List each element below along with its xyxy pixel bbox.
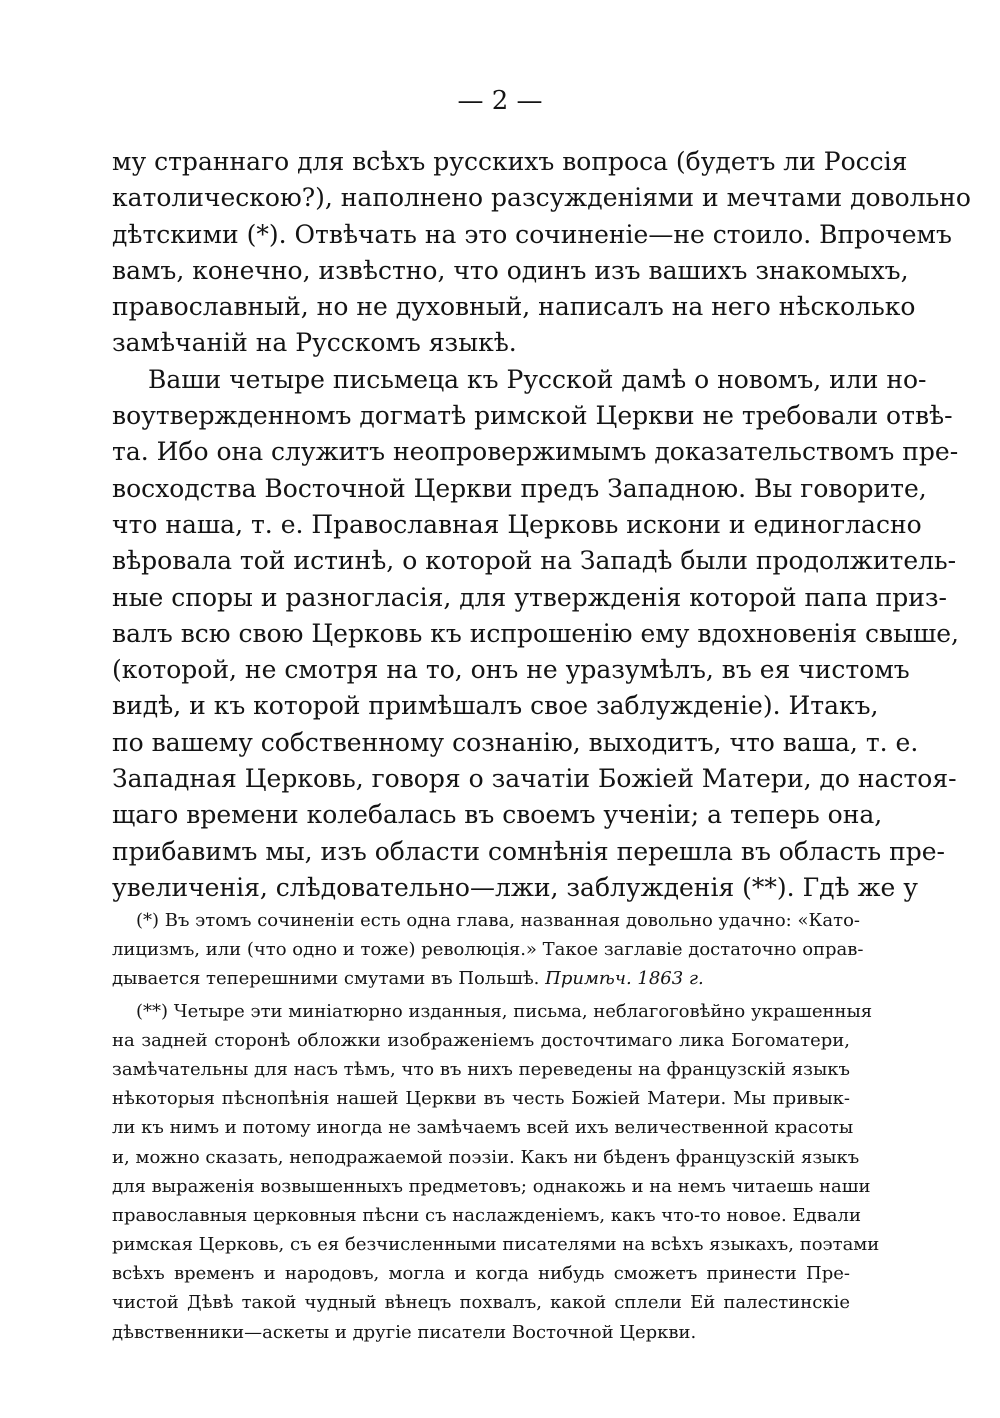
footnote-remark: Примѣч. 1863 г.	[545, 968, 704, 990]
text-line: увеличенія, слѣдовательно—лжи, заблужденія (**). Гдѣ же у	[112, 872, 918, 902]
footnote-line	[112, 964, 850, 993]
footnote-1	[112, 906, 864, 994]
footnote-line: ли къ нимъ и потому иногда не замѣчаемъ всей ихъ величественной красоты	[112, 1117, 854, 1139]
text-line: Ваши четыре письмеца къ Русской дамѣ о новомъ, или но-	[148, 364, 927, 394]
footnote-line: чистой Дѣвѣ такой чудный вѣнецъ похвалъ, какой сплели Ей палестинскіе	[112, 1292, 850, 1314]
text-line: Западная Церковь, говоря о зачатіи Божіей Матери, до настоя-	[112, 764, 957, 794]
text-line: (которой, не смотря на то, онъ не уразумѣлъ, въ ея чистомъ	[112, 655, 910, 685]
text-line: вѣровала той истинѣ, о которой на Западѣ были продолжитель-	[112, 546, 957, 576]
footnote-line: римская Церковь, съ ея безчисленными писателями на всѣхъ языкахъ, поэтами	[112, 1234, 880, 1256]
footnote-2	[112, 997, 880, 1347]
text-line: восходства Восточной Церкви предъ Западною. Вы говорите,	[112, 473, 927, 503]
main-text	[112, 144, 971, 906]
text-line: му страннаго для всѣхъ русскихъ вопроса (будетъ ли Россія	[112, 147, 908, 176]
footnote-line: и, можно сказать, неподражаемой поэзіи. Какъ ни бѣденъ французскій языкъ	[112, 1146, 860, 1168]
footnote-line: на задней сторонѣ обложки изображеніемъ досточтимаго лика Богоматери,	[112, 1029, 850, 1051]
text-line: что наша, т. е. Православная Церковь искони и единогласно	[112, 509, 922, 539]
footnote-line: замѣчательны для насъ тѣмъ, что въ нихъ переведены на французскій языкъ	[112, 1058, 850, 1080]
footnote-line: всѣхъ временъ и народовъ, могла и когда нибудь сможетъ принести Пре-	[112, 1263, 850, 1285]
text-line: дѣтскими (*). Отвѣчать на это сочиненіе—не стоило. Впрочемъ	[112, 219, 952, 249]
text-line: ные споры и разногласія, для утвержденія которой папа приз-	[112, 582, 947, 612]
footnote-line-text: дывается теперешними смутами въ Польшѣ.	[112, 968, 540, 990]
footnote-line: (**) Четыре эти миніатюрно изданныя, письма, неблагоговѣйно украшенныя	[136, 1000, 873, 1022]
text-line: по вашему собственному сознанію, выходитъ, что ваша, т. е.	[112, 727, 919, 757]
footnote-line: православныя церковныя пѣсни съ наслажденіемъ, какъ что-то новое. Едвали	[112, 1204, 861, 1226]
text-line: щаго времени колебалась въ своемъ ученіи; а теперь она,	[112, 800, 883, 830]
text-line: прибавимъ мы, изъ области сомнѣнія перешла въ область пре-	[112, 836, 945, 866]
footnote-line: (*) Въ этомъ сочиненіи есть одна глава, названная довольно удачно: «Като-	[136, 910, 861, 931]
footnote-line: нѣкоторыя пѣснопѣнія нашей Церкви въ честь Божіей Матери. Мы привык-	[112, 1088, 850, 1110]
footnote-line: для выраженія возвышенныхъ предметовъ; однакожь и на немъ читаешь наши	[112, 1175, 871, 1197]
page-number: — 2 —	[457, 86, 543, 116]
footnote-line: дѣвственники—аскеты и другіе писатели Восточной Церкви.	[112, 1321, 697, 1343]
text-line: православный, но не духовный, написалъ на него нѣсколько	[112, 292, 916, 322]
text-line: замѣчаній на Русскомъ языкѣ.	[112, 328, 517, 358]
text-line: валъ всю свою Церковь къ испрошенію ему вдохновенія свыше,	[112, 618, 959, 648]
text-line: видѣ, и къ которой примѣшалъ свое заблужденіе). Итакъ,	[112, 691, 879, 721]
footnote-line: лицизмъ, или (что одно и тоже) революція.» Такое заглавіе достаточно оправ-	[112, 939, 864, 961]
text-line: католическою?), наполнено разсужденіями и мечтами довольно	[112, 183, 971, 213]
text-line: та. Ибо она служитъ неопровержимымъ доказательствомъ пре-	[112, 437, 959, 467]
text-line: вамъ, конечно, извѣстно, что одинъ изъ вашихъ знакомыхъ,	[112, 255, 909, 285]
text-line: воутвержденномъ догматѣ римской Церкви не требовали отвѣ-	[112, 401, 953, 431]
footnotes	[112, 906, 880, 1347]
